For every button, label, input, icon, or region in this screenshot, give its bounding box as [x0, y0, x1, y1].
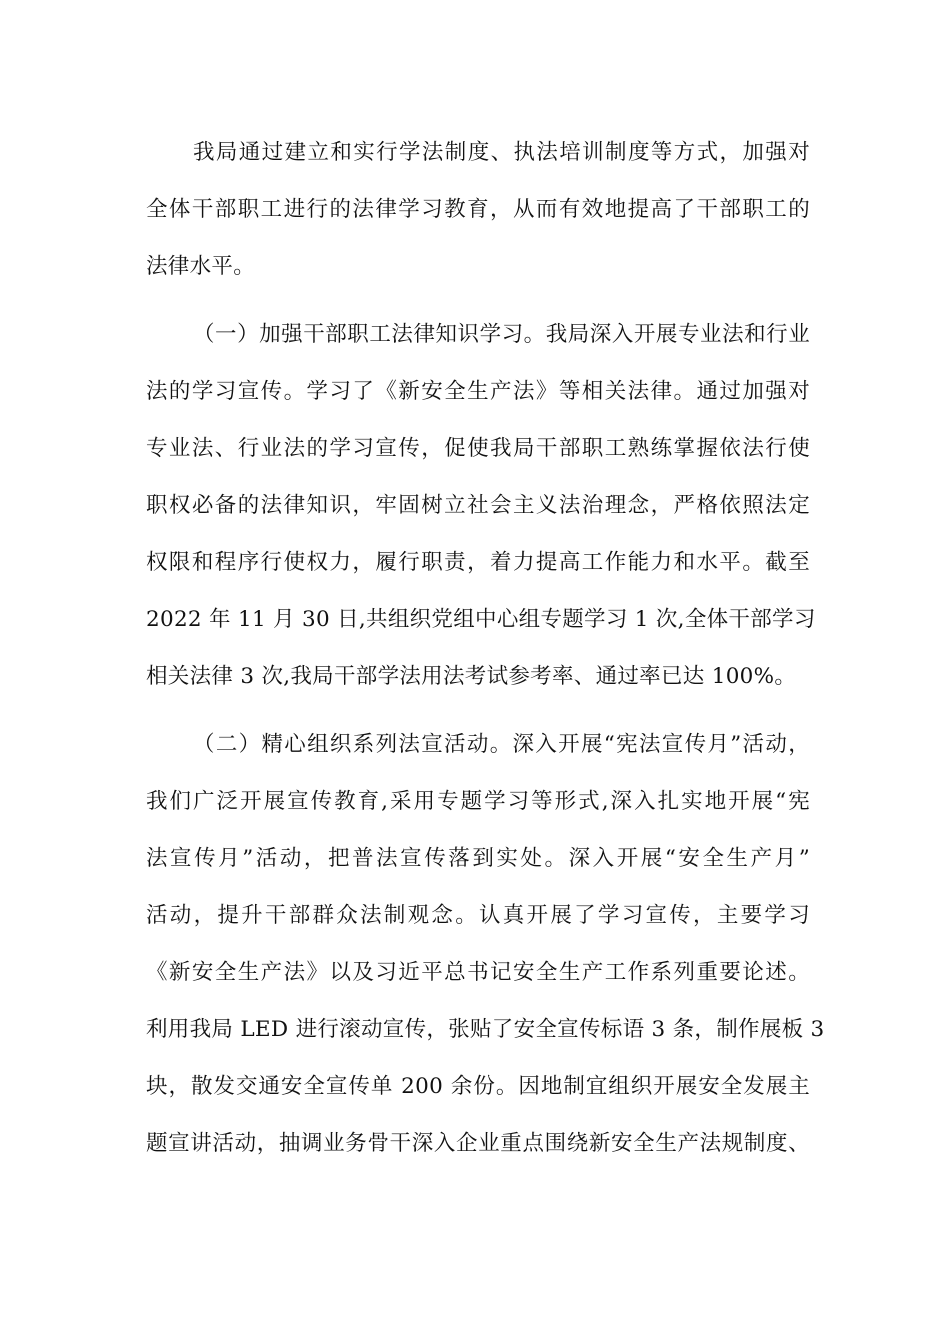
paragraph-1-line-3: 法律水平。 — [146, 254, 256, 279]
paragraph-3-line-6: 利用我局 LED 进行滚动宣传，张贴了安全宣传标语 3 条，制作展板 3 — [146, 1017, 825, 1042]
paragraph-3-line-8: 题宣讲活动，抽调业务骨干深入企业重点围绕新安全生产法规制度、 — [146, 1131, 810, 1156]
paragraph-3-line-4: 活动，提升干部群众法制观念。认真开展了学习宣传，主要学习 — [146, 903, 810, 928]
paragraph-3-line-2: 我们广泛开展宣传教育,采用专题学习等形式,深入扎实地开展“宪 — [146, 789, 810, 814]
paragraph-3-line-1: （二）精心组织系列法宣活动。深入开展“宪法宣传月”活动， — [193, 732, 810, 757]
paragraph-2-line-3: 专业法、行业法的学习宣传，促使我局干部职工熟练掌握依法行使 — [146, 436, 810, 461]
paragraph-2-line-7: 相关法律 3 次,我局干部学法用法考试参考率、通过率已达 100%。 — [146, 664, 797, 689]
paragraph-3-line-3: 法宣传月”活动，把普法宣传落到实处。深入开展“安全生产月” — [146, 846, 810, 871]
paragraph-2-line-1: （一）加强干部职工法律知识学习。我局深入开展专业法和行业 — [193, 322, 810, 347]
paragraph-1-line-2: 全体干部职工进行的法律学习教育，从而有效地提高了干部职工的 — [146, 197, 810, 222]
paragraph-3-line-7: 块，散发交通安全宣传单 200 余份。因地制宜组织开展安全发展主 — [146, 1074, 810, 1099]
paragraph-2-line-6: 2022 年 11 月 30 日,共组织党组中心组专题学习 1 次,全体干部学习 — [146, 607, 816, 632]
paragraph-2-line-5: 权限和程序行使权力，履行职责，着力提高工作能力和水平。截至 — [146, 550, 810, 575]
paragraph-2-line-4: 职权必备的法律知识，牢固树立社会主义法治理念，严格依照法定 — [146, 493, 810, 518]
paragraph-1-line-1: 我局通过建立和实行学法制度、执法培训制度等方式，加强对 — [193, 140, 810, 165]
paragraph-2-line-2: 法的学习宣传。学习了《新安全生产法》等相关法律。通过加强对 — [146, 379, 810, 404]
paragraph-3-line-5: 《新安全生产法》以及习近平总书记安全生产工作系列重要论述。 — [146, 960, 810, 985]
